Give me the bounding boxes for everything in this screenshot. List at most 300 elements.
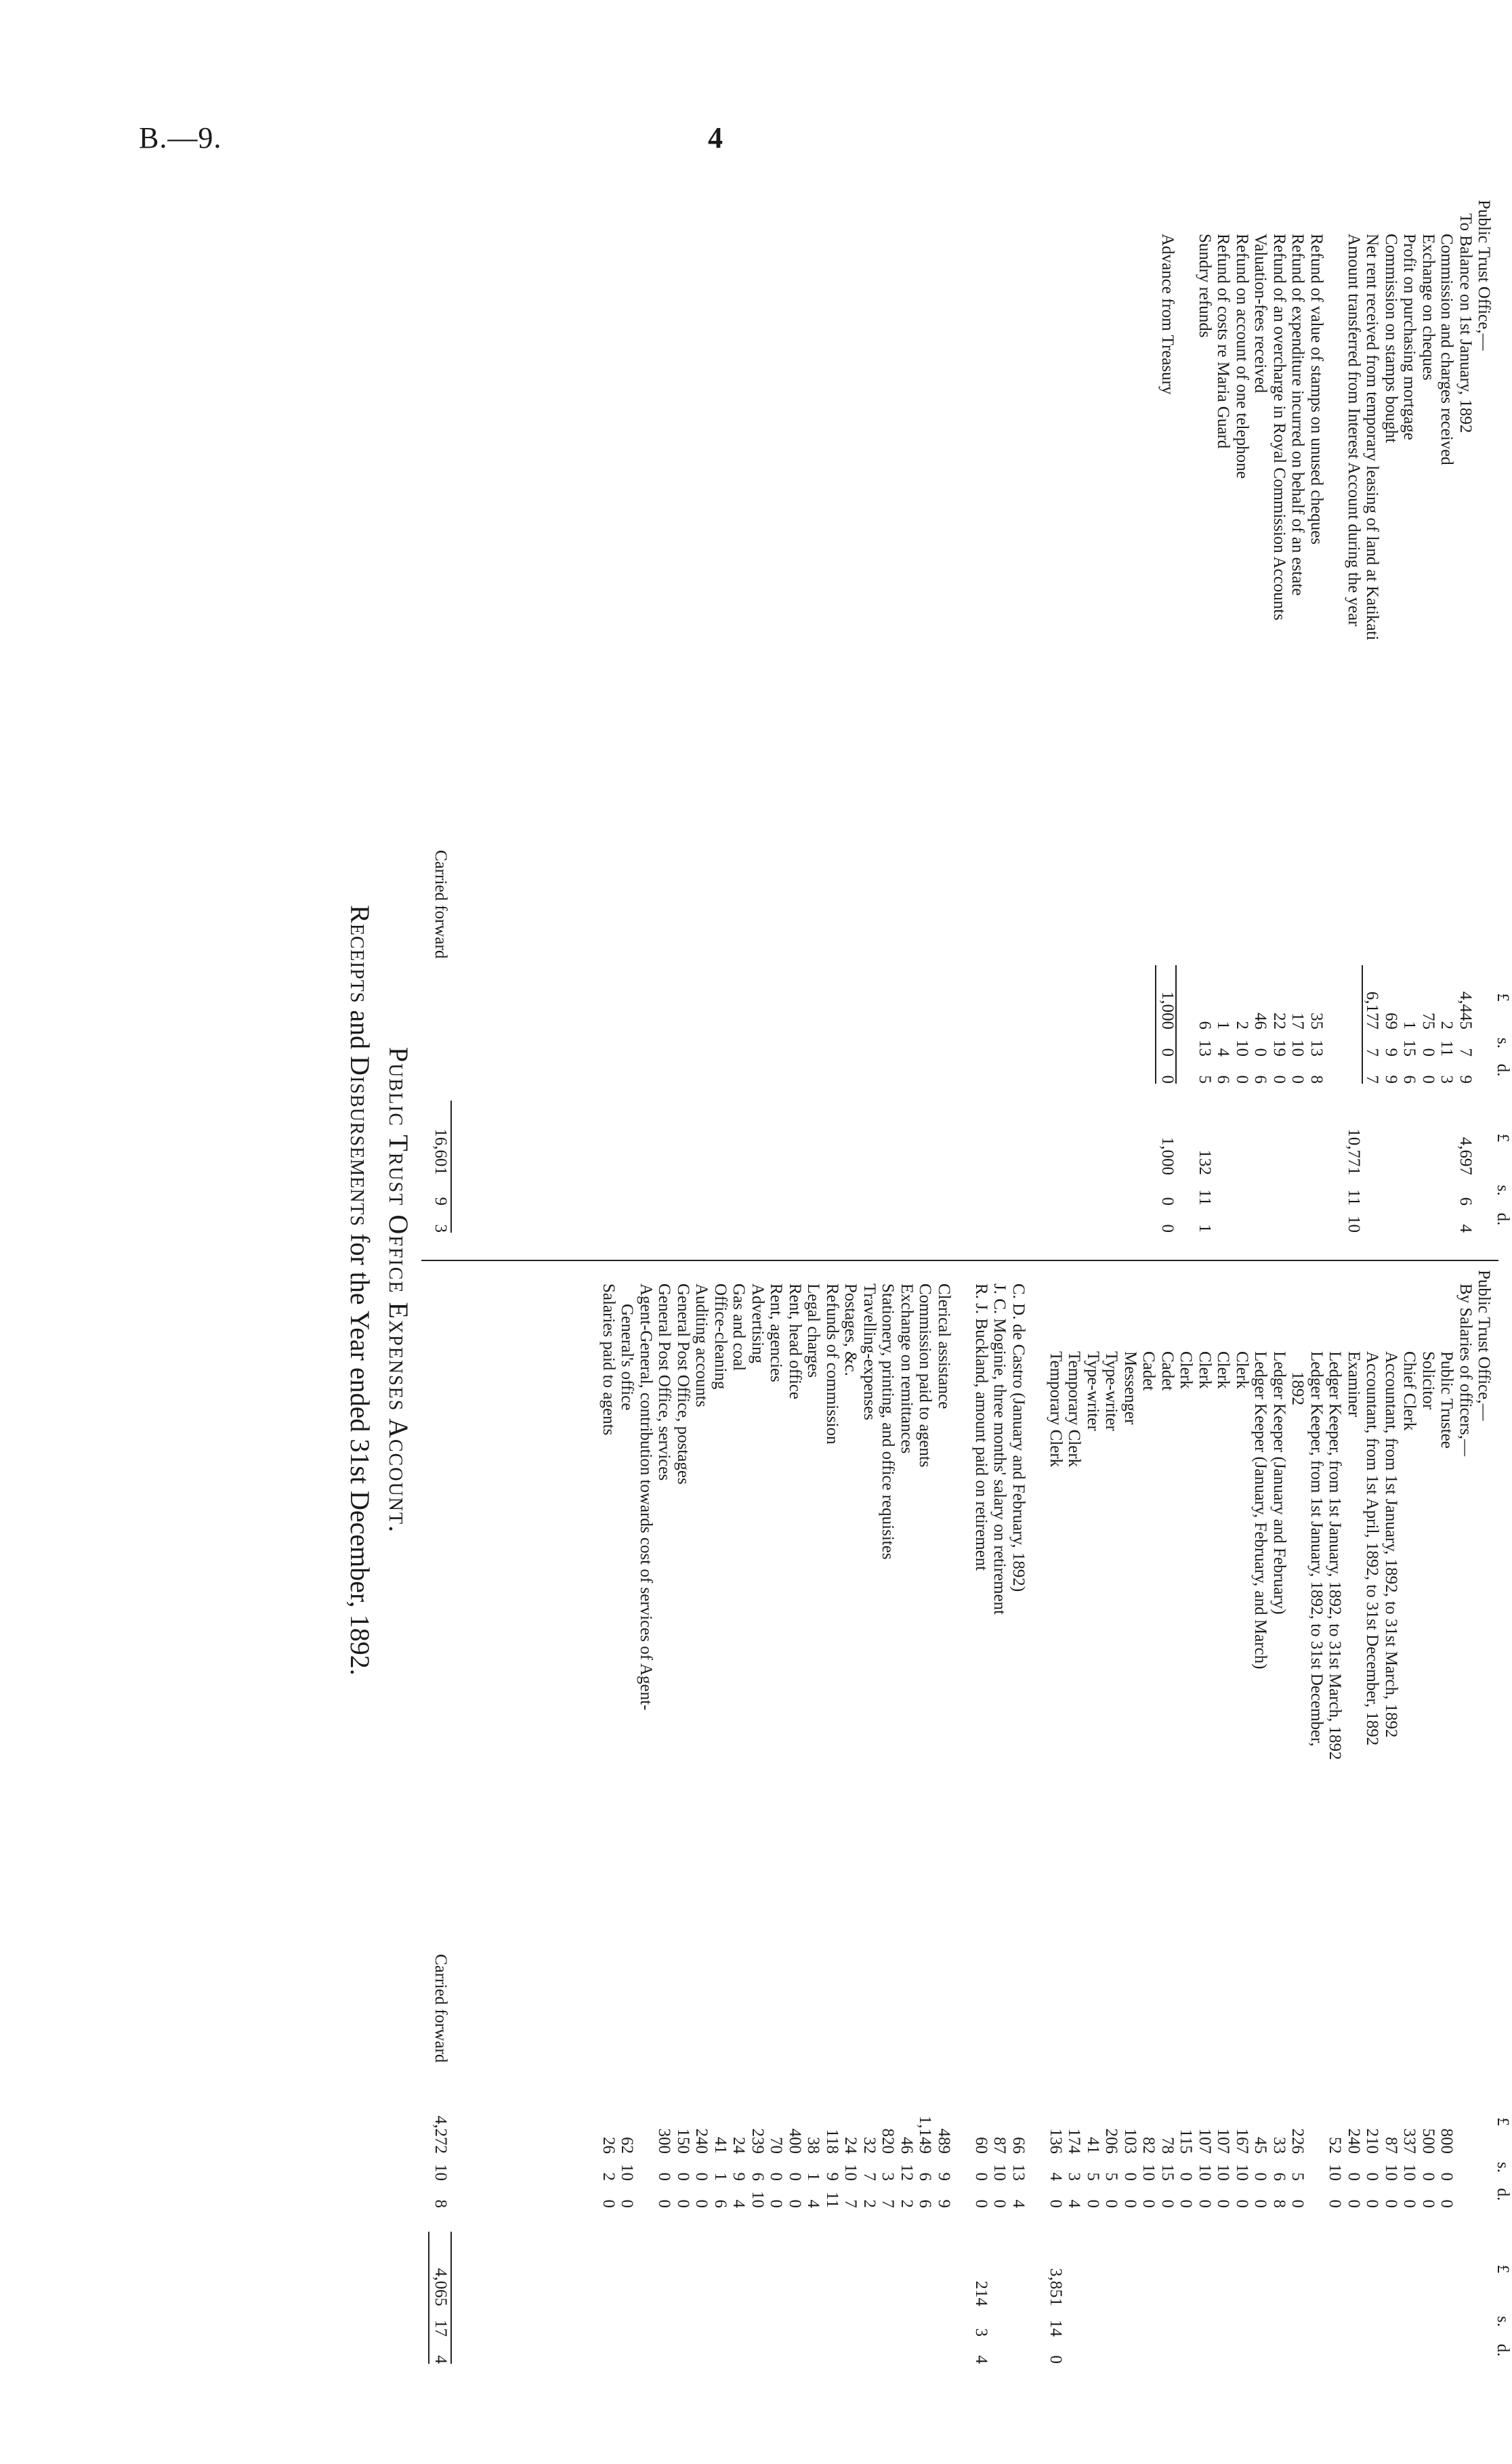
disbursement-item-pence: 0 xyxy=(1047,2199,1065,2208)
receipt-inner-shillings: 7 xyxy=(1363,1048,1382,1057)
receipt-row xyxy=(1419,200,1438,1256)
disbursements-carried-forward-label: Carried forward xyxy=(432,1954,450,2063)
disbursement-item-amount xyxy=(1345,2089,1364,2208)
disbursement-row xyxy=(1121,1270,1140,2381)
disbursement-item-shillings: 10 xyxy=(1139,2164,1158,2181)
disbursement-row xyxy=(767,1270,786,2381)
disbursement-description: Ledger Keeper, from 1st January, 1892, to 31st December, xyxy=(1307,1351,1326,1747)
disbursement-item-amount xyxy=(1233,2089,1252,2208)
disbursement-item-pence: 0 xyxy=(1363,2199,1382,2208)
disbursement-row xyxy=(1288,1270,1307,2381)
disbursement-row xyxy=(916,1270,935,2381)
disbursement-item-pence: 0 xyxy=(1382,2199,1400,2208)
disbursement-row xyxy=(786,1270,805,2381)
disbursement-item-pounds: 118 xyxy=(823,2129,841,2154)
disbursements-carried-forward-inner-pence: 8 xyxy=(432,2199,450,2208)
disbursement-item-amount xyxy=(990,2089,1009,2208)
disbursement-item-pence: 0 xyxy=(1419,2199,1437,2208)
disbursement-row xyxy=(804,1270,823,2381)
disbursement-description: Postages, &c. xyxy=(841,1283,860,1376)
disbursement-item-amount xyxy=(823,2089,842,2208)
disbursement-row xyxy=(1437,1270,1456,2381)
receipt-inner-shillings: 9 xyxy=(1382,1048,1400,1057)
disbursement-description: Type-writer xyxy=(1084,1351,1102,1431)
receipts-carried-forward-shillings: 9 xyxy=(432,1197,450,1206)
disbursement-item-pounds: 60 xyxy=(972,2137,990,2154)
disbursement-item-pence: 4 xyxy=(804,2199,823,2208)
disbursement-item-amount xyxy=(786,2089,805,2208)
receipt-inner-pence: 0 xyxy=(1270,1075,1288,1084)
disbursement-description: C. D. de Castro (January and February, 1892) xyxy=(1009,1283,1028,1592)
disbursement-description: 1892 xyxy=(1288,1372,1307,1405)
disbursement-row xyxy=(1400,1270,1419,2381)
receipt-row xyxy=(1288,200,1307,1256)
disbursement-item-pounds: 87 xyxy=(990,2137,1009,2154)
receipt-outer-pounds: 132 xyxy=(1196,1149,1214,1175)
disbursement-row xyxy=(1382,1270,1401,2381)
receipt-inner-pounds: 1,000 xyxy=(1158,991,1177,1029)
disbursement-item-shillings: 0 xyxy=(972,2172,990,2181)
disbursement-item-pence: 0 xyxy=(1102,2199,1121,2208)
receipt-row xyxy=(1158,200,1177,1256)
disbursement-item-shillings: 10 xyxy=(1400,2164,1419,2181)
officers-subtotal-amount xyxy=(1047,2232,1066,2364)
disbursement-description: Ledger Keeper, from 1st January, 1892, to 31st March, 1892 xyxy=(1326,1351,1345,1760)
receipt-first-total-amount xyxy=(1456,1101,1475,1233)
disbursements-subheading: By Salaries of officers,— xyxy=(1456,1283,1475,1457)
disbursement-item-amount xyxy=(1009,2089,1028,2208)
disbursement-item-pounds: 150 xyxy=(674,2128,692,2154)
receipt-outer-shillings: 11 xyxy=(1196,1189,1214,1206)
receipt-row xyxy=(1270,200,1289,1256)
retirement-subtotal-pounds: 214 xyxy=(972,2280,990,2306)
disbursement-item-amount xyxy=(730,2089,749,2208)
disbursement-description: Public Trustee xyxy=(1437,1351,1456,1449)
receipt-inner-shillings: 7 xyxy=(1456,1048,1475,1057)
disbursement-row xyxy=(1158,1270,1177,2381)
disbursement-item-shillings: 9 xyxy=(823,2172,841,2181)
disbursement-description: Salaries paid to agents xyxy=(600,1283,618,1436)
report-reference: B.—9. xyxy=(139,121,222,154)
disbursement-description: Type-writer xyxy=(1102,1351,1121,1431)
receipt-inner-pounds: 69 xyxy=(1382,1013,1400,1029)
disbursement-item-amount xyxy=(655,2089,674,2208)
column-header-pence: d. xyxy=(1494,1212,1512,1226)
disbursement-item-amount xyxy=(1121,2089,1140,2208)
disbursement-item-pence: 0 xyxy=(1437,2199,1456,2208)
disbursement-item-shillings: 10 xyxy=(841,2164,860,2181)
disbursement-item-pence: 0 xyxy=(1288,2199,1307,2208)
disbursement-item-pounds: 46 xyxy=(898,2137,916,2154)
disbursement-description: Temporary Clerk xyxy=(1047,1351,1065,1468)
disbursement-row xyxy=(1419,1270,1438,2381)
disbursement-item-amount xyxy=(1158,2089,1177,2208)
disbursement-item-shillings: 0 xyxy=(1419,2172,1437,2181)
disbursement-row xyxy=(600,1270,618,2381)
disbursement-item-amount xyxy=(1177,2089,1196,2208)
disbursement-item-pence: 0 xyxy=(1326,2199,1345,2208)
receipt-outer-pence: 10 xyxy=(1345,1216,1363,1233)
disbursement-row xyxy=(692,1270,711,2381)
disbursement-item-pence: 0 xyxy=(600,2199,618,2208)
receipt-inner-shillings: 10 xyxy=(1288,1040,1307,1057)
disbursement-description: Cadet xyxy=(1158,1351,1177,1391)
disbursement-item-pounds: 337 xyxy=(1400,2128,1419,2154)
center-divider xyxy=(421,1260,1498,1261)
disbursement-item-shillings: 0 xyxy=(1363,2172,1382,2181)
disbursement-item-shillings: 10 xyxy=(1233,2164,1251,2181)
disbursement-row xyxy=(749,1270,768,2381)
officers-subtotal-shillings: 14 xyxy=(1047,2320,1065,2337)
disbursement-row xyxy=(1326,1270,1345,2381)
disbursement-item-pence: 0 xyxy=(674,2199,692,2208)
disbursements-carried-forward xyxy=(432,1270,450,2381)
receipt-outer-amount xyxy=(1158,1101,1177,1233)
receipt-row xyxy=(1437,200,1456,1256)
receipt-inner-pence: 0 xyxy=(1158,1075,1177,1084)
receipt-inner-pounds: 6,177 xyxy=(1363,991,1382,1029)
disbursement-description: Accountant, from 1st January, 1892, to 31st March, 1892 xyxy=(1382,1351,1400,1738)
disbursement-item-amount xyxy=(711,2089,730,2208)
disbursement-item-pounds: 800 xyxy=(1437,2128,1456,2154)
disbursement-description: General Post Office, services xyxy=(655,1283,674,1481)
disbursement-row xyxy=(953,1270,972,2381)
receipt-description: Refund of expenditure incurred on behalf of an estate xyxy=(1288,234,1307,596)
disbursement-item-pounds: 206 xyxy=(1102,2128,1121,2154)
disbursement-item-pounds: 820 xyxy=(879,2128,898,2154)
disbursement-description: Temporary Clerk xyxy=(1065,1351,1084,1468)
receipts-inner-column-headers xyxy=(1494,965,1512,1084)
receipt-inner-pence: 6 xyxy=(1251,1075,1270,1084)
disbursement-description: Rent, agencies xyxy=(767,1283,786,1382)
disbursement-item-pounds: 41 xyxy=(711,2137,730,2154)
disbursement-description: Legal charges xyxy=(804,1283,823,1378)
receipt-inner-amount xyxy=(1363,965,1382,1084)
subtitle-and: and xyxy=(345,1010,375,1050)
disbursement-item-amount xyxy=(1084,2089,1103,2208)
disbursement-item-amount xyxy=(1288,2089,1307,2208)
receipt-outer-amount xyxy=(1196,1101,1215,1233)
subtitle-receipts: Receipts xyxy=(345,905,375,1004)
disbursement-item-pence: 0 xyxy=(972,2199,990,2208)
receipt-description: Refund of costs re Maria Guard xyxy=(1214,234,1233,449)
statement-title: Public Trust Office Expenses Account. xyxy=(383,1046,414,1534)
disbursement-description: R. J. Buckland, amount paid on retirement xyxy=(972,1283,990,1571)
disbursement-item-pounds: 107 xyxy=(1214,2128,1233,2154)
column-header-pounds: £ xyxy=(1494,2117,1512,2126)
disbursements-carried-forward-outer-amount xyxy=(432,2232,450,2364)
disbursement-item-pounds: 103 xyxy=(1121,2128,1139,2154)
disbursement-item-shillings: 5 xyxy=(1084,2172,1102,2181)
receipt-inner-shillings: 13 xyxy=(1196,1040,1214,1057)
disbursements-outer-column-headers xyxy=(1494,2232,1512,2364)
disbursement-item-pence: 0 xyxy=(1196,2199,1214,2208)
disbursement-item-amount xyxy=(1419,2089,1438,2208)
disbursement-description: General Post Office, postages xyxy=(674,1283,692,1485)
disbursement-item-amount xyxy=(841,2089,860,2208)
disbursement-description: Exchange on remittances xyxy=(898,1283,916,1454)
disbursements-carried-forward-rule xyxy=(450,2232,452,2364)
disbursement-row xyxy=(637,1270,656,2381)
disbursement-item-amount xyxy=(1065,2089,1084,2208)
column-header-pounds: £ xyxy=(1494,993,1512,1002)
receipt-description: Refund of an overcharge in Royal Commission Accounts xyxy=(1270,234,1288,620)
column-header-shillings: s. xyxy=(1494,1038,1512,1048)
receipts-carried-forward-amount xyxy=(432,1101,450,1233)
disbursement-description: Ledger Keeper (January and February) xyxy=(1270,1351,1288,1615)
disbursement-description: Office-cleaning xyxy=(711,1283,730,1390)
statement-subtitle xyxy=(344,173,376,2408)
receipt-description: Refund of value of stamps on unused cheques xyxy=(1307,234,1326,545)
disbursements-side xyxy=(421,1270,1512,2381)
column-header-pounds: £ xyxy=(1494,1133,1512,1143)
receipt-inner-pounds: 75 xyxy=(1419,1013,1437,1029)
disbursement-item-shillings: 0 xyxy=(767,2172,786,2181)
disbursement-item-amount xyxy=(804,2089,823,2208)
disbursement-description: Chief Clerk xyxy=(1400,1351,1419,1431)
disbursement-item-shillings: 3 xyxy=(879,2172,898,2181)
disbursement-item-pence: 0 xyxy=(1233,2199,1251,2208)
disbursement-item-pence: 0 xyxy=(1158,2199,1177,2208)
receipt-description: Exchange on cheques xyxy=(1419,234,1437,381)
receipt-inner-pounds: 1 xyxy=(1400,1021,1419,1029)
statement-titles xyxy=(344,173,415,2408)
receipt-inner-shillings: 19 xyxy=(1270,1040,1288,1057)
disbursement-description: J. C. Moginie, three months' salary on retirement xyxy=(990,1283,1009,1615)
disbursement-item-pounds: 24 xyxy=(730,2137,749,2154)
disbursement-item-pounds: 174 xyxy=(1065,2128,1084,2154)
disbursement-item-amount xyxy=(618,2089,637,2208)
disbursement-item-amount xyxy=(767,2089,786,2208)
receipt-inner-amount xyxy=(1307,965,1326,1084)
disbursement-item-pounds: 1,149 xyxy=(916,2115,935,2154)
disbursements-carried-forward-inner-pounds: 4,272 xyxy=(432,2115,450,2154)
disbursement-item-pounds: 66 xyxy=(1009,2137,1028,2154)
disbursement-row xyxy=(1065,1270,1084,2381)
receipt-inner-shillings: 4 xyxy=(1214,1048,1233,1057)
receipt-inner-shillings: 13 xyxy=(1307,1040,1326,1057)
receipt-outer-pounds: 10,771 xyxy=(1345,1128,1363,1175)
disbursement-row xyxy=(1009,1270,1028,2381)
disbursement-row xyxy=(1084,1270,1103,2381)
disbursement-description: Clerk xyxy=(1196,1351,1214,1389)
receipt-inner-shillings: 0 xyxy=(1419,1048,1437,1057)
receipts-side xyxy=(421,200,1512,1256)
disbursement-description: General's office xyxy=(618,1304,637,1411)
receipts-outer-column-headers xyxy=(1494,1101,1512,1233)
receipt-inner-amount xyxy=(1400,965,1419,1084)
receipt-row xyxy=(1196,200,1215,1256)
disbursement-item-shillings: 6 xyxy=(1270,2172,1288,2181)
disbursement-item-amount xyxy=(860,2089,879,2208)
disbursement-item-pounds: 239 xyxy=(749,2128,767,2154)
disbursement-row xyxy=(1028,1270,1047,2381)
receipt-inner-pence: 9 xyxy=(1382,1075,1400,1084)
disbursements-carried-forward-rule-2 xyxy=(428,2232,429,2364)
disbursement-item-amount xyxy=(600,2089,618,2208)
disbursement-item-shillings: 4 xyxy=(1047,2172,1065,2181)
disbursement-item-shillings: 10 xyxy=(1382,2164,1400,2181)
receipt-description: Valuation-fees received xyxy=(1251,234,1270,394)
disbursement-item-pounds: 489 xyxy=(935,2128,953,2154)
column-header-pence: d. xyxy=(1494,1063,1512,1077)
disbursement-item-pounds: 400 xyxy=(786,2128,804,2154)
disbursement-row xyxy=(618,1270,637,2381)
disbursement-item-amount xyxy=(1214,2089,1233,2208)
receipt-inner-pounds: 22 xyxy=(1270,1013,1288,1029)
disbursement-item-pounds: 226 xyxy=(1288,2128,1307,2154)
receipt-row xyxy=(1177,200,1196,1256)
receipt-inner-amount xyxy=(1270,965,1289,1084)
disbursement-item-pounds: 82 xyxy=(1139,2137,1158,2154)
disbursement-item-shillings: 6 xyxy=(916,2172,935,2181)
receipt-outer-amount xyxy=(1345,1101,1364,1233)
disbursement-row xyxy=(1233,1270,1252,2381)
disbursement-row xyxy=(655,1270,674,2381)
receipts-advance-rule-2 xyxy=(1155,965,1156,1084)
disbursement-item-shillings: 5 xyxy=(1102,2172,1121,2181)
disbursements-heading: Public Trust Office,— xyxy=(1475,1270,1494,1421)
disbursement-item-pence: 7 xyxy=(841,2199,860,2208)
disbursement-description: Travelling-expenses xyxy=(860,1283,879,1420)
disbursement-item-pounds: 41 xyxy=(1084,2137,1102,2154)
receipt-outer-pence: 0 xyxy=(1158,1224,1177,1233)
disbursement-row xyxy=(1307,1270,1326,2381)
disbursement-item-shillings: 0 xyxy=(1345,2172,1363,2181)
receipt-row xyxy=(1251,200,1270,1256)
receipts-carried-forward-rule xyxy=(450,1101,452,1233)
receipt-inner-pounds: 4,445 xyxy=(1456,991,1475,1029)
disbursement-item-pence: 2 xyxy=(898,2199,916,2208)
disbursement-row xyxy=(841,1270,860,2381)
receipt-outer-shillings: 11 xyxy=(1345,1189,1363,1206)
disbursement-item-pounds: 107 xyxy=(1196,2128,1214,2154)
disbursement-item-pence: 0 xyxy=(990,2199,1009,2208)
disbursement-item-pence: 0 xyxy=(1251,2199,1270,2208)
disbursement-item-pounds: 240 xyxy=(692,2128,711,2154)
disbursement-item-pounds: 136 xyxy=(1047,2128,1065,2154)
receipt-inner-pence: 0 xyxy=(1233,1075,1251,1084)
column-header-pence: d. xyxy=(1494,2343,1512,2357)
disbursements-carried-forward-outer-pounds: 4,065 xyxy=(432,2268,450,2306)
receipt-first-total-pounds: 4,697 xyxy=(1456,1137,1475,1175)
disbursements-carried-forward-inner-amount xyxy=(432,2089,450,2208)
disbursement-description: Gas and coal xyxy=(730,1283,749,1372)
receipt-description: Profit on purchasing mortgage xyxy=(1400,234,1419,440)
disbursement-item-pounds: 210 xyxy=(1363,2128,1382,2154)
receipt-inner-pence: 6 xyxy=(1400,1075,1419,1084)
disbursement-description: Commission paid to agents xyxy=(916,1283,935,1468)
receipt-inner-pounds: 6 xyxy=(1196,1021,1214,1029)
disbursements-inner-column-headers xyxy=(1494,2089,1512,2208)
disbursement-row xyxy=(1251,1270,1270,2381)
receipt-inner-pence: 9 xyxy=(1456,1075,1475,1084)
disbursement-description: Auditing accounts xyxy=(692,1283,711,1407)
subtitle-disbursements: Disbursements xyxy=(345,1056,375,1227)
receipts-carried-forward-label: Carried forward xyxy=(432,850,450,959)
disbursement-item-pounds: 115 xyxy=(1177,2129,1196,2154)
disbursement-item-pence: 4 xyxy=(1009,2199,1028,2208)
disbursement-item-shillings: 0 xyxy=(1437,2172,1456,2181)
disbursement-item-pence: 0 xyxy=(786,2199,804,2208)
receipt-inner-pounds: 46 xyxy=(1251,1013,1270,1029)
disbursement-item-shillings: 5 xyxy=(1288,2172,1307,2181)
disbursement-item-pence: 0 xyxy=(618,2199,637,2208)
disbursement-item-pounds: 70 xyxy=(767,2137,786,2154)
receipts-carried-forward-pence: 3 xyxy=(432,1224,450,1233)
disbursement-item-amount xyxy=(1326,2089,1345,2208)
receipt-row xyxy=(1233,200,1252,1256)
receipt-row xyxy=(1400,200,1419,1256)
receipt-inner-amount xyxy=(1288,965,1307,1084)
receipt-inner-pence: 0 xyxy=(1288,1075,1307,1084)
receipt-inner-amount xyxy=(1437,965,1456,1084)
retirement-subtotal-amount xyxy=(972,2232,991,2364)
receipt-inner-amount xyxy=(1233,965,1252,1084)
officers-subtotal-pounds: 3,851 xyxy=(1047,2268,1065,2306)
disbursement-item-shillings: 0 xyxy=(674,2172,692,2181)
disbursements-retirement-subtotal xyxy=(972,1270,991,2381)
disbursement-item-amount xyxy=(1270,2089,1289,2208)
disbursement-item-shillings: 13 xyxy=(1009,2164,1028,2181)
disbursement-item-pence: 0 xyxy=(1400,2199,1419,2208)
page-number: 4 xyxy=(708,121,723,154)
disbursements-carried-forward-inner-shillings: 10 xyxy=(432,2164,450,2181)
disbursement-description: Accountant, from 1st April, 1892, to 31st December, 1892 xyxy=(1363,1351,1382,1746)
receipt-inner-shillings: 10 xyxy=(1233,1040,1251,1057)
disbursement-description: Cadet xyxy=(1139,1351,1158,1391)
disbursement-item-pounds: 300 xyxy=(655,2128,674,2154)
disbursement-description: Refunds of commission xyxy=(823,1283,841,1445)
disbursement-item-pounds: 78 xyxy=(1158,2137,1177,2154)
column-header-shillings: s. xyxy=(1494,2162,1512,2173)
disbursement-item-pence: 0 xyxy=(1177,2199,1196,2208)
disbursement-item-shillings: 1 xyxy=(711,2172,730,2181)
disbursement-item-shillings: 0 xyxy=(1177,2172,1196,2181)
retirement-subtotal-shillings: 3 xyxy=(972,2328,990,2337)
disbursement-item-shillings: 3 xyxy=(1065,2172,1084,2181)
disbursement-item-pounds: 62 xyxy=(618,2137,637,2154)
disbursement-item-pence: 8 xyxy=(1270,2199,1288,2208)
disbursement-item-pounds: 32 xyxy=(860,2137,879,2154)
disbursement-item-amount xyxy=(692,2089,711,2208)
disbursement-item-pence: 0 xyxy=(1121,2199,1139,2208)
disbursements-officers-subtotal xyxy=(1047,1270,1066,2381)
disbursement-item-amount xyxy=(1363,2089,1382,2208)
disbursement-description: Clerk xyxy=(1233,1351,1251,1389)
disbursement-row xyxy=(990,1270,1009,2381)
receipts-carried-forward-pounds: 16,601 xyxy=(432,1128,450,1175)
disbursement-item-pounds: 240 xyxy=(1345,2128,1363,2154)
receipts-first-total xyxy=(1456,200,1475,1256)
officers-subtotal-pence: 0 xyxy=(1047,2355,1065,2364)
column-header-shillings: s. xyxy=(1494,1185,1512,1196)
retirement-subtotal-pence: 4 xyxy=(972,2355,990,2364)
disbursement-item-pence: 2 xyxy=(860,2199,879,2208)
disbursement-item-pence: 10 xyxy=(749,2191,767,2208)
subtitle-period: for the Year ended 31st December, 1892. xyxy=(345,1233,375,1676)
disbursement-item-pounds: 500 xyxy=(1419,2128,1437,2154)
disbursement-description: Examiner xyxy=(1345,1351,1363,1418)
disbursement-item-pence: 4 xyxy=(1065,2199,1084,2208)
disbursement-item-amount xyxy=(898,2089,917,2208)
receipt-inner-amount xyxy=(1158,965,1177,1084)
receipt-inner-shillings: 11 xyxy=(1437,1040,1456,1057)
receipt-inner-amount xyxy=(1214,965,1233,1084)
receipt-inner-shillings: 15 xyxy=(1400,1040,1419,1057)
receipt-outer-pence: 1 xyxy=(1196,1224,1214,1233)
disbursements-carried-forward-outer-pence: 4 xyxy=(432,2355,450,2364)
